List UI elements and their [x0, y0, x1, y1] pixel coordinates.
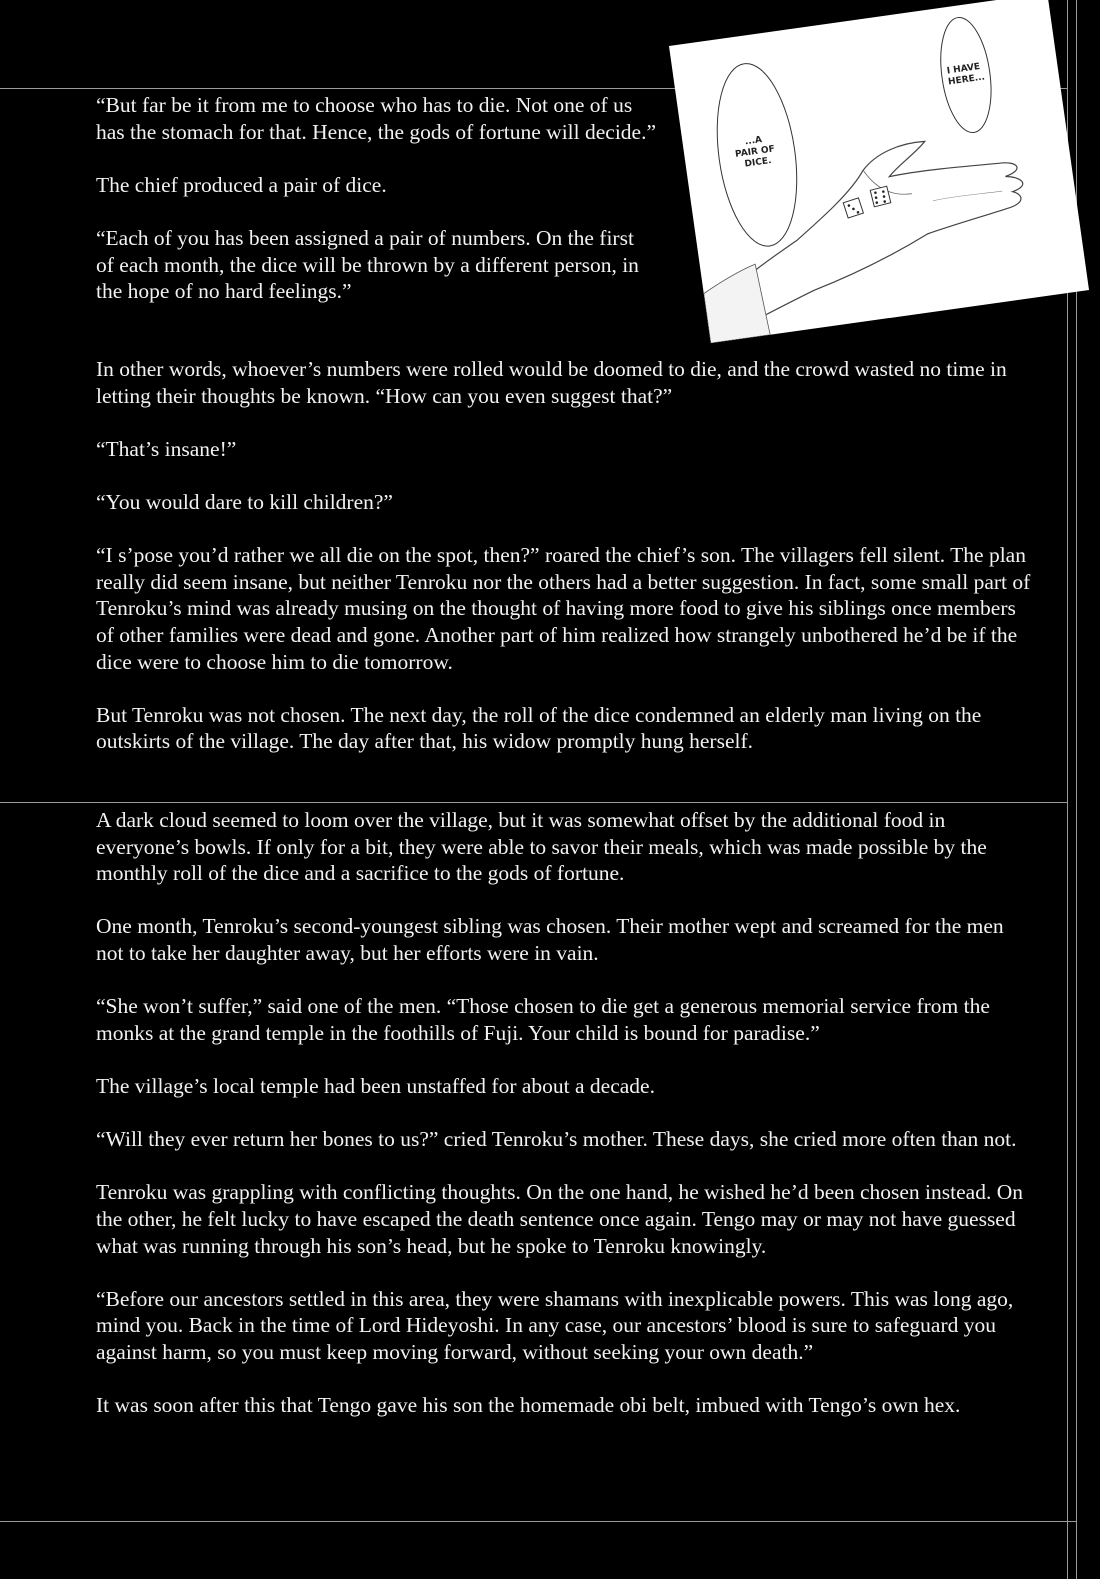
- section-2: [96, 807, 1036, 1445]
- bubble-text-have-here: I HAVE HERE...: [946, 61, 986, 88]
- bottom-divider: [0, 1521, 1076, 1522]
- paragraph: It was soon after this that Tengo gave his son the homemade obi belt, imbued with Tengo’s own hex.: [96, 1393, 961, 1418]
- manga-illustration: [669, 0, 1089, 343]
- section-1-narrow: [96, 92, 656, 331]
- paragraph: “Each of you has been assigned a pair of numbers. On the first of each month, the dice will be thrown by a different person, in the hope of no hard feelings.”: [96, 225, 639, 304]
- paragraph: A dark cloud seemed to loom over the village, but it was somewhat offset by the additional food in everyone’s bowls. If only for a bit, they were able to savor their meals, which was made possible by the monthly roll of the dice and a sacrifice to the gods of fortune.: [96, 808, 987, 886]
- paragraph: In other words, whoever’s numbers were rolled would be doomed to die, and the crowd wasted no time in letting their thoughts be known. “How can you even suggest that?”: [96, 357, 1007, 408]
- paragraph: “You would dare to kill children?”: [96, 489, 393, 514]
- paragraph: Tenroku was grappling with conflicting thoughts. On the one hand, he wished he’d been chosen instead. On the other, he felt lucky to have escaped the death sentence once again. Tengo may or may not have guessed what was running through his son’s head, but he spoke to Tenroku knowingly.: [96, 1180, 1023, 1258]
- paragraph: But Tenroku was not chosen. The next day, the roll of the dice condemned an elderly man living on the outskirts of the village. The day after that, his widow promptly hung herself.: [96, 702, 982, 754]
- paragraph: “That’s insane!”: [96, 436, 237, 461]
- paragraph: “She won’t suffer,” said one of the men. “Those chosen to die get a generous memorial service from the monks at the grand temple in the foothills of Fuji. Your child is bound for paradise.”: [96, 994, 990, 1045]
- hand-with-dice-icon: [669, 0, 1089, 343]
- paragraph: The chief produced a pair of dice.: [96, 172, 387, 197]
- paragraph: One month, Tenroku’s second-youngest sibling was chosen. Their mother wept and screamed for the men not to take her daughter away, but her efforts were in vain.: [96, 914, 1004, 965]
- middle-divider: [0, 802, 1067, 803]
- paragraph: “I s’pose you’d rather we all die on the spot, then?” roared the chief’s son. The villagers fell silent. The plan really did seem insane, but neither Tenroku nor the others had a better suggestion. In fact, some small part of Tenroku’s mind was already musing on the thought of having more food to give his siblings once members of other families were dead and gone. Another part of him realized how strangely unbothered he’d be if the dice were to choose him to die tomorrow.: [96, 543, 1031, 674]
- paragraph: “But far be it from me to choose who has to die. Not one of us has the stomach for that. Hence, the gods of fortune will decide.”: [96, 93, 657, 144]
- bubble-text-dice: ...A PAIR OF DICE.: [734, 135, 776, 170]
- paragraph: “Will they ever return her bones to us?” cried Tenroku’s mother. These days, she cried more often than not.: [96, 1127, 1017, 1152]
- section-1-wide: [96, 356, 1036, 782]
- paragraph: “Before our ancestors settled in this area, they were shamans with inexplicable powers. This was long ago, mind you. Back in the time of Lord Hideyoshi. In any case, our ancestors’ blood is sure to safeguard you against harm, so you must keep moving forward, without seeking your own death.”: [96, 1286, 1014, 1364]
- paragraph: The village’s local temple had been unstaffed for about a decade.: [96, 1073, 655, 1098]
